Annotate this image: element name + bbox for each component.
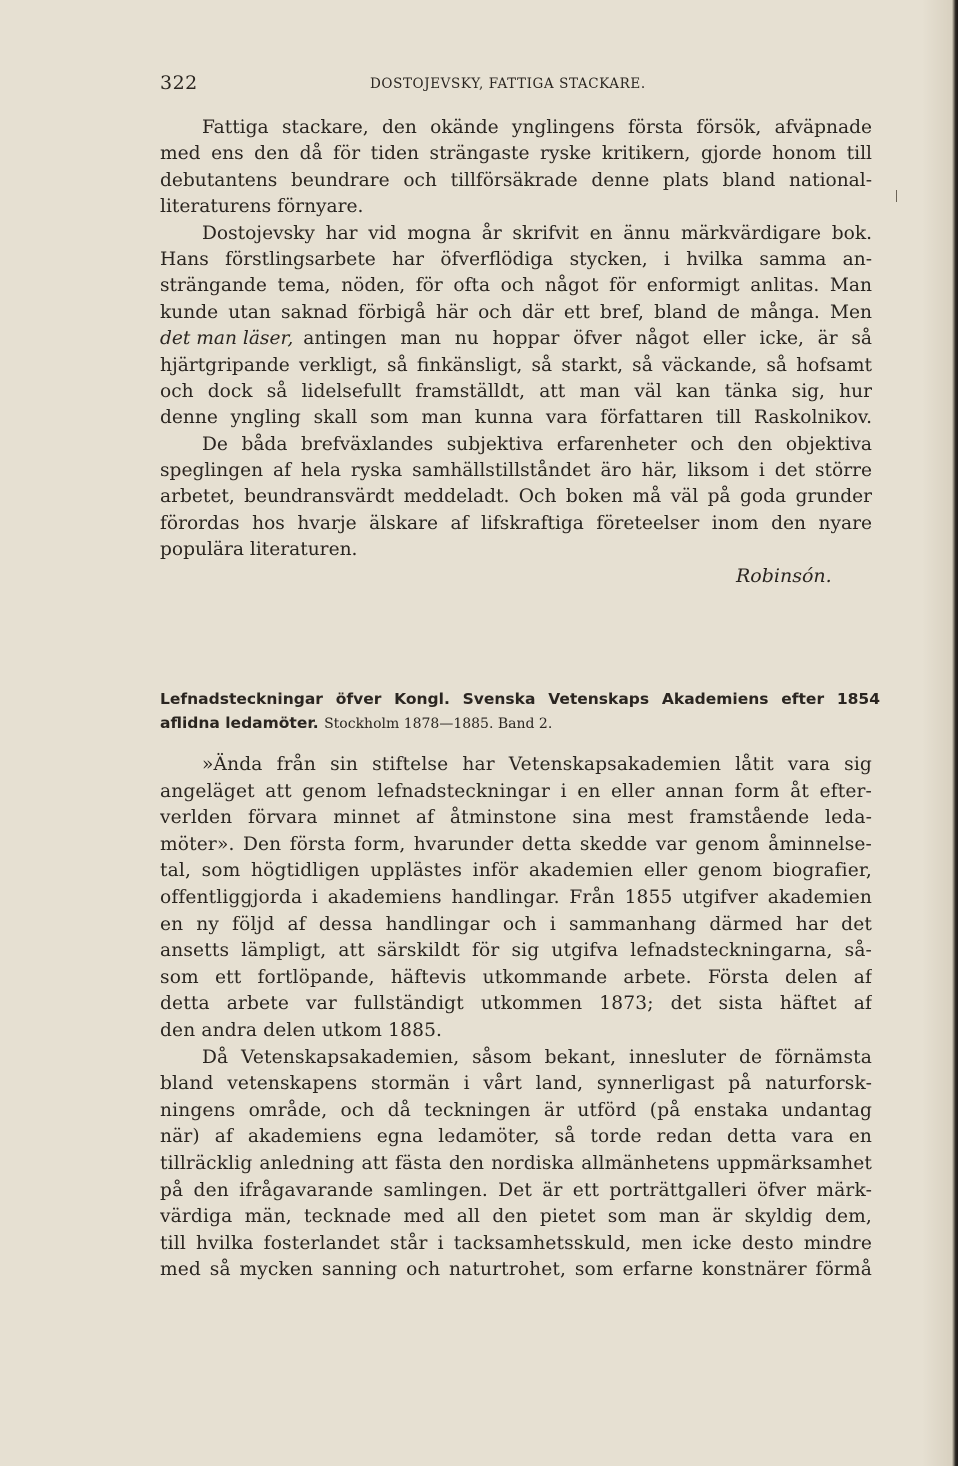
text-line-with-italic [160, 326, 872, 352]
text-line: på den ifrågavarande samlingen. Det är ett porträttgalleri öfver märk- [160, 1179, 872, 1201]
text-line: literaturens förnyare. [160, 196, 364, 218]
review-title-end: aflidna ledamöter. [160, 714, 319, 732]
running-title: DOSTOJEVSKY, FATTIGA STACKARE. [370, 76, 646, 92]
text-line: en ny följd af dessa handlingar och i sammanhang därmed har det [160, 913, 872, 935]
text-line: strängande tema, nöden, för ofta och något för enformigt anlitas. Man [160, 275, 872, 297]
text-line: hjärtgripande verkligt, så finkänsligt, så starkt, så väckande, så hofsamt [160, 354, 872, 376]
text-line-rest: antingen man nu hoppar öfver något eller icke, är så [303, 328, 872, 350]
text-line: debutantens beundrare och tillförsäkrade denne plats bland national- [160, 169, 872, 191]
text-line: populära literaturen. [160, 539, 358, 561]
text-line: »Ända från sin stiftelse har Vetenskapsakademien låtit vara sig [202, 754, 872, 775]
text-line: ansetts lämpligt, att särskildt för sig utgifva lefnadsteckningarna, så- [160, 940, 872, 962]
review-heading [160, 687, 880, 735]
text-line: tal, som högtidligen upplästes inför akademien eller genom biografier, [160, 860, 872, 882]
review-text-dostojevsky [160, 115, 872, 564]
text-line: förordas hos hvarje älskare af lifskraftiga företeelser inom den nyare [160, 512, 872, 534]
text-line: Hans förstlingsarbete har öfverflödiga stycken, i hvilka samma an- [160, 248, 872, 270]
print-mark [896, 190, 897, 202]
text-line: ningens område, och då teckningen är utförd (på enstaka undantag [160, 1099, 872, 1121]
text-line: möter». Den första form, hvarunder detta skedde var genom åminnelse- [160, 833, 872, 855]
text-line: och dock så lidelsefullt framställdt, att man väl kan tänka sig, hur [160, 380, 872, 402]
page-shadow [922, 0, 952, 1466]
text-line: Då Vetenskapsakademien, såsom bekant, innesluter de förnämsta [202, 1046, 872, 1068]
review-text-lefnadsteckningar [160, 752, 872, 1284]
reviewer-signature: Robinsón. [736, 565, 832, 587]
review-title-line: Lefnadsteckningar öfver Kongl. Svenska Vetenskaps Akademiens efter 1854 [160, 690, 880, 708]
text-line: kunde utan saknad förbigå här och där ett bref, bland de många. Men [160, 301, 872, 323]
text-line: tillräcklig anledning att fästa den nordiska allmänhetens uppmärksamhet [160, 1152, 872, 1174]
page-number: 322 [160, 72, 198, 94]
text-line: Dostojevsky har vid mogna år skrifvit en ännu märkvärdigare bok. [202, 222, 872, 244]
text-line: offentliggjorda i akademiens handlingar. Från 1855 utgifver akademien [160, 886, 872, 908]
italic-phrase: det man läser, [160, 328, 294, 350]
text-line: arbetet, beundransvärdt meddeladt. Och boken må väl på goda grunder [160, 486, 872, 508]
text-line: med ens den då för tiden strängaste ryske kritikern, gjorde honom till [160, 143, 872, 165]
text-line: detta arbete var fullständigt utkommen 1873; det sista häftet af [160, 993, 872, 1015]
text-line: bland vetenskapens stormän i vårt land, synnerligast på naturforsk- [160, 1073, 872, 1095]
page-binding-edge [952, 0, 958, 1466]
text-line: speglingen af hela ryska samhällstillståndet äro här, liksom i det större [160, 460, 872, 482]
text-line: verlden förvara minnet af åtminstone sina mest framstående leda- [160, 807, 872, 829]
text-line: med så mycken sanning och naturtrohet, som erfarne konstnärer förmå [160, 1259, 872, 1281]
text-line: värdiga män, tecknade med all den pietet som man är skyldig dem, [160, 1206, 872, 1228]
text-line: till hvilka fosterlandet står i tacksamhetsskuld, men icke desto mindre [160, 1232, 872, 1254]
review-title-line-2 [160, 711, 880, 735]
text-line: när) af akademiens egna ledamöter, så torde redan detta vara en [160, 1126, 872, 1148]
text-line: angeläget att genom lefnadsteckningar i en eller annan form åt efter- [160, 780, 872, 802]
running-header [160, 72, 880, 98]
text-line: den andra delen utkom 1885. [160, 1019, 443, 1041]
publication-info: Stockholm 1878—1885. Band 2. [324, 716, 553, 732]
text-line: De båda brefväxlandes subjektiva erfarenheter och den objektiva [202, 433, 872, 455]
text-line: som ett fortlöpande, häftevis utkommande arbete. Första delen af [160, 966, 872, 988]
text-line: Fattiga stackare, den okände ynglingens första försök, afväpnade [202, 117, 872, 138]
text-line: denne yngling skall som man kunna vara författaren till Raskolnikov. [160, 407, 872, 429]
